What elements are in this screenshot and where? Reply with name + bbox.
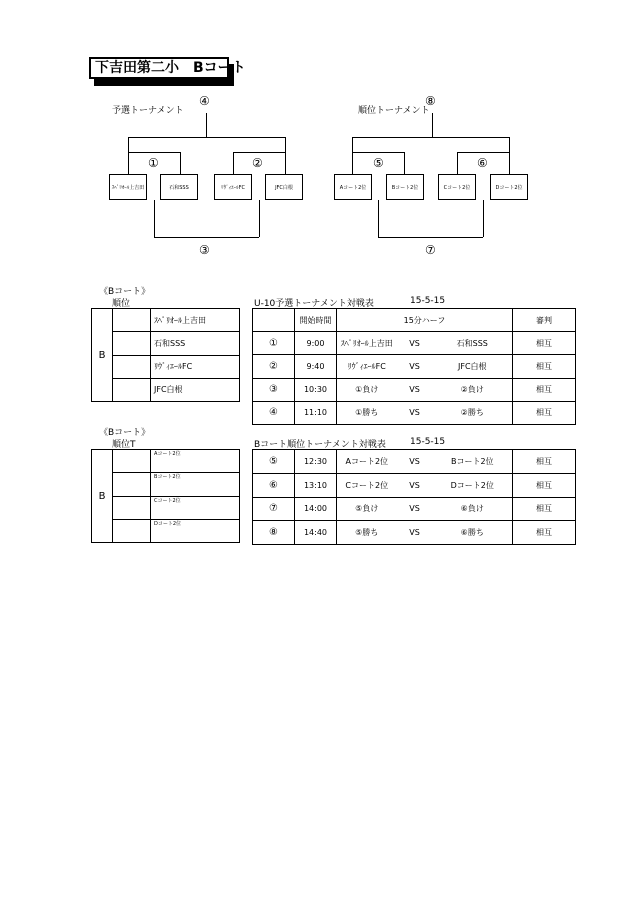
bracket-line (285, 152, 286, 174)
match-home: ⑤負け (337, 497, 397, 521)
match-no: ① (253, 332, 295, 355)
bracket-right-semi1-no: ⑤ (373, 156, 384, 170)
header-format: 15分ハーフ (337, 309, 513, 332)
bracket-line (404, 152, 405, 174)
match-referee: 相互 (513, 378, 576, 401)
bracket-line (206, 113, 207, 137)
match-away: 石和SSS (433, 332, 513, 355)
schedule2-date: 15-5-15 (410, 437, 446, 447)
rank-cell (113, 332, 151, 355)
bracket-team-box: Dコート2位 (490, 174, 528, 200)
schedule2-table (252, 449, 576, 545)
bracket-line (352, 152, 353, 174)
match-time: 12:30 (295, 450, 337, 474)
table-row (92, 332, 240, 355)
rank1-group: B (92, 309, 113, 402)
bracket-right-label: 順位トーナメント (358, 106, 430, 116)
match-time: 14:00 (295, 497, 337, 521)
rank2-court-label: 《Bコート》 (99, 428, 151, 438)
header-referee: 審判 (513, 309, 576, 332)
match-referee: 相互 (513, 355, 576, 378)
match-time: 9:40 (295, 355, 337, 378)
table-row (253, 450, 576, 474)
match-referee: 相互 (513, 401, 576, 424)
table-row (253, 521, 576, 545)
bracket-line (509, 152, 510, 174)
rank-team: Cコート2位 (151, 496, 240, 519)
table-header-row (253, 309, 576, 332)
table-row (253, 378, 576, 401)
match-away: ⑥負け (433, 497, 513, 521)
match-no: ③ (253, 378, 295, 401)
rank-team: Dコート2位 (151, 519, 240, 542)
rank1-court-label: 《Bコート》 (99, 287, 151, 297)
rank-cell (113, 378, 151, 401)
match-home: ⑤勝ち (337, 521, 397, 545)
rank-cell (113, 519, 151, 542)
table-row (92, 496, 240, 519)
rank-cell (113, 355, 151, 378)
rank-team: Bコート2位 (151, 473, 240, 496)
table-row (92, 309, 240, 332)
match-referee: 相互 (513, 450, 576, 474)
match-vs: VS (397, 355, 433, 378)
bracket-team-box: Cコート2位 (438, 174, 476, 200)
rank1-table (91, 308, 240, 402)
match-away: Dコート2位 (433, 473, 513, 497)
match-away: Bコート2位 (433, 450, 513, 474)
table-row (92, 378, 240, 401)
rank2-group: B (92, 450, 113, 543)
bracket-line (233, 152, 285, 153)
page-title: 下吉田第二小 Bコート (89, 57, 229, 79)
table-row (92, 473, 240, 496)
rank1-sub-label: 順位 (112, 299, 131, 309)
match-home: ①負け (337, 378, 397, 401)
table-row (253, 497, 576, 521)
rank-cell (113, 450, 151, 473)
bracket-right-semi2-no: ⑥ (477, 156, 488, 170)
match-away: ⑥勝ち (433, 521, 513, 545)
bracket-line (128, 137, 285, 138)
bracket-left-final-no: ④ (199, 94, 210, 108)
bracket-team-box: 石和SSS (160, 174, 198, 200)
table-row (253, 355, 576, 378)
bracket-team-box: Aコート2位 (334, 174, 372, 200)
match-referee: 相互 (513, 521, 576, 545)
match-time: 9:00 (295, 332, 337, 355)
match-away: ②負け (433, 378, 513, 401)
bracket-line (378, 200, 379, 237)
schedule1-title: U-10予選トーナメント対戦表 (254, 299, 374, 309)
bracket-line (154, 237, 259, 238)
match-referee: 相互 (513, 473, 576, 497)
match-time: 13:10 (295, 473, 337, 497)
header-cell (253, 309, 295, 332)
bracket-line (378, 237, 483, 238)
table-row (92, 450, 240, 473)
match-vs: VS (397, 378, 433, 401)
bracket-line (432, 113, 433, 137)
bracket-right-final-no: ⑧ (425, 94, 436, 108)
bracket-line (285, 137, 286, 152)
bracket-left-semi2-no: ② (252, 156, 263, 170)
bracket-line (128, 137, 129, 152)
match-home: ﾘｳﾞｨｴｰﾙFC (337, 355, 397, 378)
rank2-table (91, 449, 240, 543)
bracket-line (128, 152, 129, 174)
bracket-line (457, 152, 458, 174)
bracket-left-third-no: ③ (199, 243, 210, 257)
rank2-sub-label: 順位T (112, 440, 136, 450)
bracket-right-third-no: ⑦ (425, 243, 436, 257)
match-vs: VS (397, 401, 433, 424)
bracket-left-semi1-no: ① (148, 156, 159, 170)
table-row (92, 355, 240, 378)
rank-team: 石和SSS (151, 332, 240, 355)
table-row (253, 332, 576, 355)
bracket-line (259, 200, 260, 237)
bracket-line (352, 152, 404, 153)
bracket-team-box: ﾘｳﾞｨｴｰﾙFC (214, 174, 252, 200)
rank-cell (113, 473, 151, 496)
bracket-left-label: 予選トーナメント (112, 106, 184, 116)
match-no: ⑧ (253, 521, 295, 545)
bracket-line (180, 152, 181, 174)
match-vs: VS (397, 473, 433, 497)
match-vs: VS (397, 497, 433, 521)
bracket-line (509, 137, 510, 152)
bracket-line (352, 137, 509, 138)
match-time: 11:10 (295, 401, 337, 424)
match-no: ② (253, 355, 295, 378)
bracket-team-box: JFC白根 (265, 174, 303, 200)
rank-team: JFC白根 (151, 378, 240, 401)
match-time: 10:30 (295, 378, 337, 401)
bracket-line (233, 152, 234, 174)
match-no: ④ (253, 401, 295, 424)
schedule1-date: 15-5-15 (410, 296, 446, 306)
match-no: ⑦ (253, 497, 295, 521)
match-referee: 相互 (513, 497, 576, 521)
bracket-line (352, 137, 353, 152)
schedule1-table (252, 308, 576, 425)
match-home: Cコート2位 (337, 473, 397, 497)
header-time: 開始時間 (295, 309, 337, 332)
match-home: ｽﾍﾟﾘｵｰﾙ上吉田 (337, 332, 397, 355)
rank-team: Aコート2位 (151, 450, 240, 473)
match-vs: VS (397, 450, 433, 474)
bracket-line (483, 200, 484, 237)
rank-team: ｽﾍﾟﾘｵｰﾙ上吉田 (151, 309, 240, 332)
rank-team: ﾘｳﾞｨｴｰﾙFC (151, 355, 240, 378)
match-no: ⑤ (253, 450, 295, 474)
rank-cell (113, 496, 151, 519)
match-time: 14:40 (295, 521, 337, 545)
table-row (253, 401, 576, 424)
table-row (92, 519, 240, 542)
schedule2-title: Bコート順位トーナメント対戦表 (254, 440, 386, 450)
table-row (253, 473, 576, 497)
match-vs: VS (397, 521, 433, 545)
match-vs: VS (397, 332, 433, 355)
bracket-team-box: ｽﾍﾟﾘｵｰﾙ上吉田 (109, 174, 147, 200)
match-home: Aコート2位 (337, 450, 397, 474)
bracket-line (128, 152, 180, 153)
match-away: ②勝ち (433, 401, 513, 424)
match-referee: 相互 (513, 332, 576, 355)
match-home: ①勝ち (337, 401, 397, 424)
bracket-team-box: Bコート2位 (386, 174, 424, 200)
bracket-line (457, 152, 509, 153)
bracket-line (154, 200, 155, 237)
match-away: JFC白根 (433, 355, 513, 378)
match-no: ⑥ (253, 473, 295, 497)
rank-cell (113, 309, 151, 332)
